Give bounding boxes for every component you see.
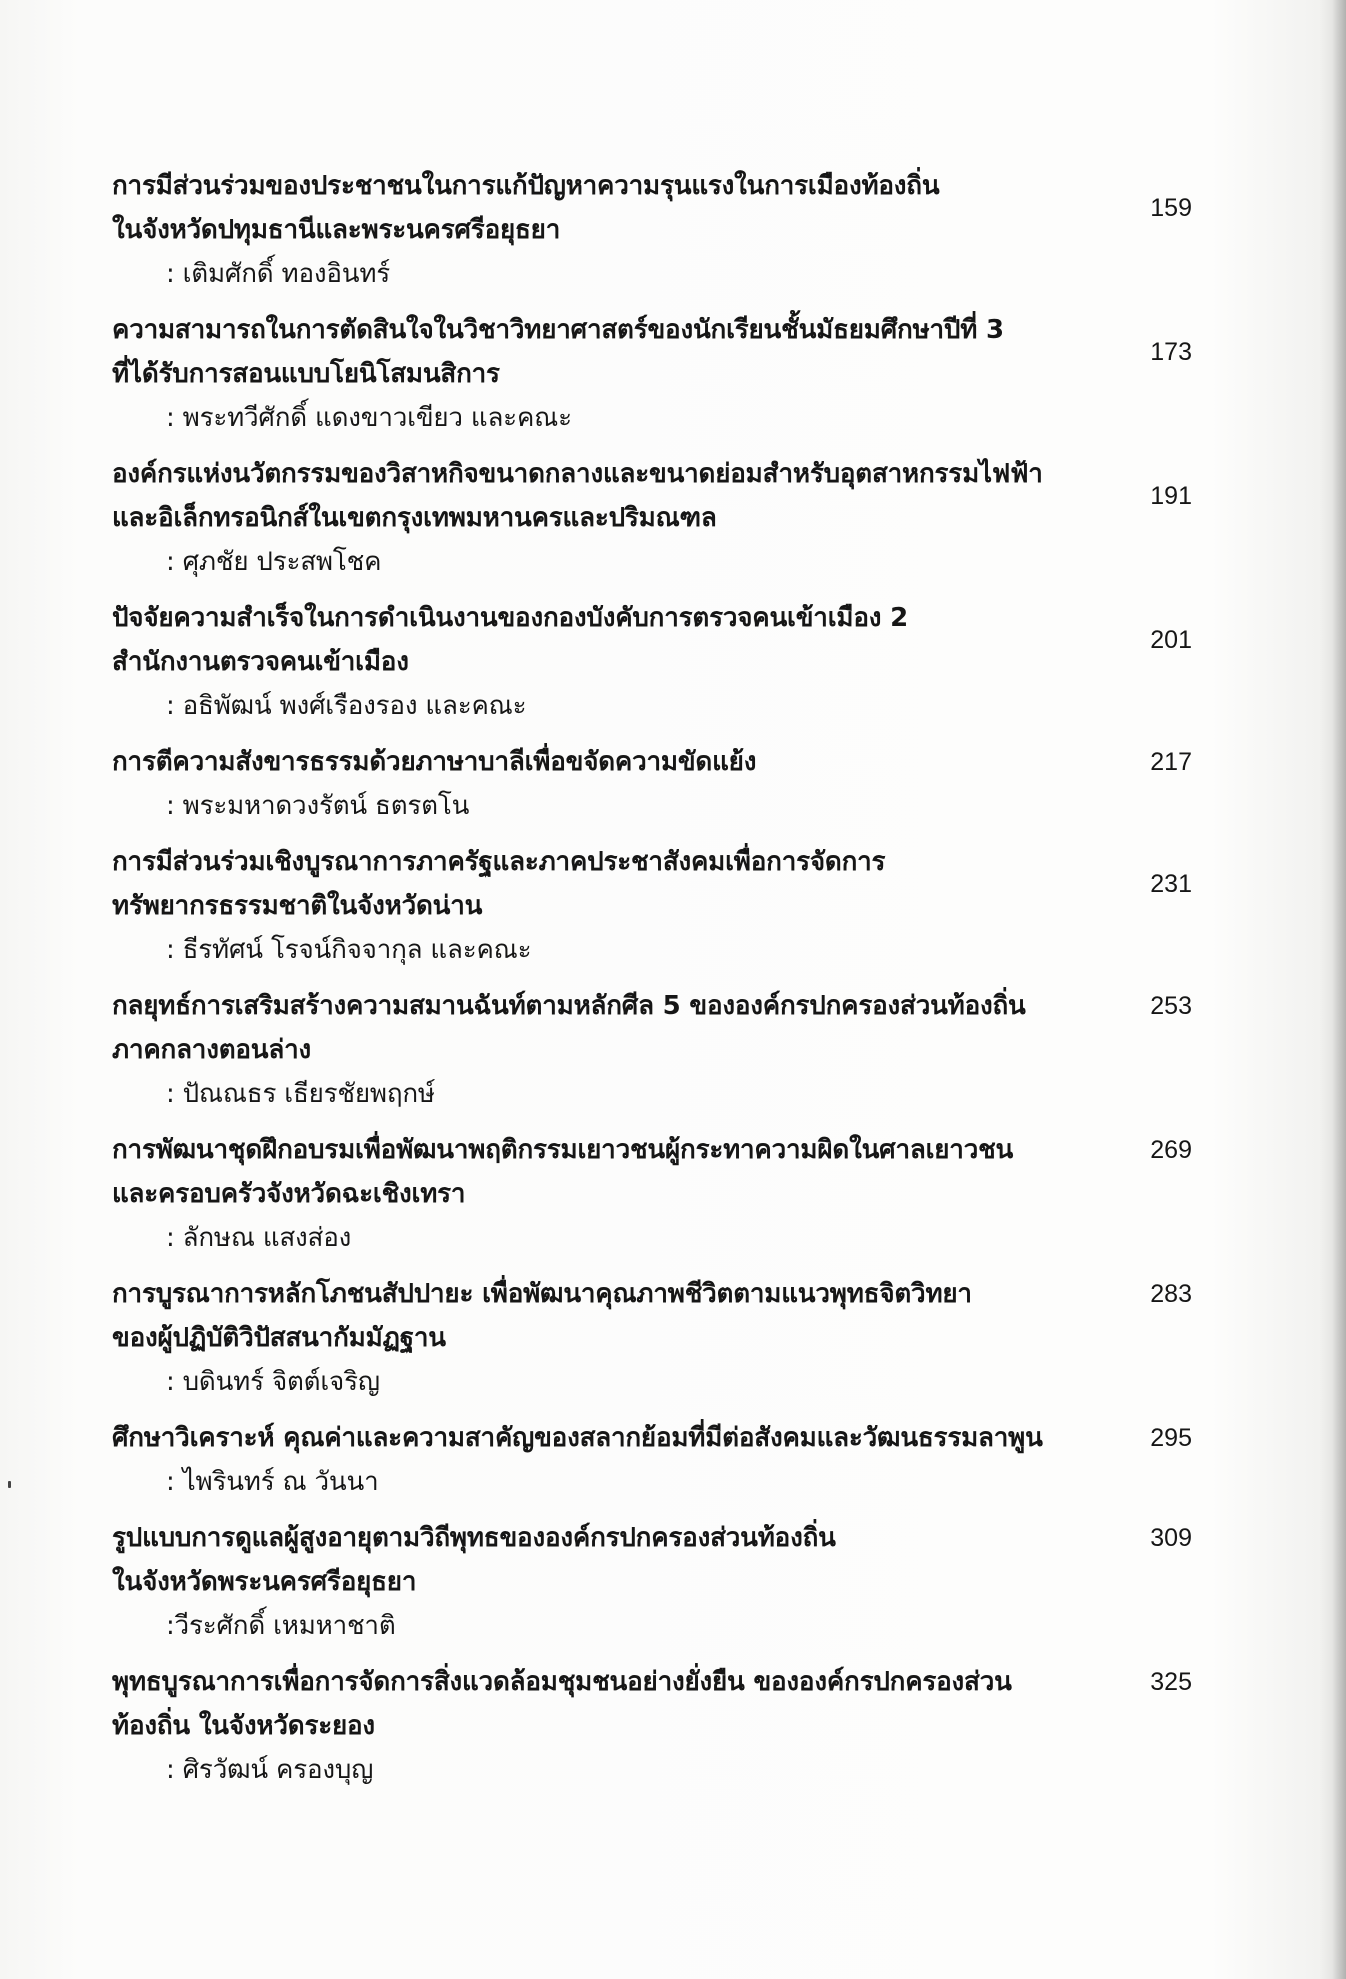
toc-entry: [112, 164, 1192, 296]
entry-title-line: การบูรณาการหลักโภชนสัปปายะ เพื่อพัฒนาคุณภาพชีวิตตามแนวพุทธจิตวิทยา: [112, 1279, 972, 1309]
entry-page-number: 269: [1150, 1136, 1192, 1164]
toc-entry: [112, 1516, 1192, 1648]
entry-title-line: ในจังหวัดพระนครศรีอยุธยา: [112, 1567, 417, 1597]
entry-title-line: พุทธบูรณาการเพื่อการจัดการสิ่งแวดล้อมชุมชนอย่างยั่งยืน ขององค์กรปกครองส่วน: [112, 1667, 1012, 1697]
entry-page-number: 173: [1150, 338, 1192, 366]
entry-page-number: 253: [1150, 992, 1192, 1020]
entry-title-line: กลยุทธ์การเสริมสร้างความสมานฉันท์ตามหลักศีล 5 ขององค์กรปกครองส่วนท้องถิ่น: [112, 991, 1026, 1021]
entry-author: : ปัณณธร เธียรชัยพฤกษ์: [166, 1079, 435, 1109]
entry-page-number: 295: [1150, 1424, 1192, 1452]
entry-page-number: 283: [1150, 1280, 1192, 1308]
entry-title-line: การมีส่วนร่วมของประชาชนในการแก้ปัญหาความรุนแรงในการเมืองท้องถิ่น: [112, 171, 940, 201]
entry-author: : ไพรินทร์ ณ วันนา: [166, 1467, 379, 1497]
entry-page-number: 217: [1150, 748, 1192, 776]
entry-title-line: ศึกษาวิเคราะห์ คุณค่าและความสาคัญของสลากย้อมที่มีต่อสังคมและวัฒนธรรมลาพูน: [112, 1423, 1043, 1453]
entry-title-line: ที่ได้รับการสอนแบบโยนิโสมนสิการ: [112, 359, 500, 389]
entry-author: : ศุภชัย ประสพโชค: [166, 547, 382, 577]
page-edge-shadow: [1332, 0, 1346, 1979]
entry-title-line: ความสามารถในการตัดสินใจในวิชาวิทยาศาสตร์ของนักเรียนชั้นมัธยมศึกษาปีที่ 3: [112, 315, 1004, 345]
entry-title-line: ของผู้ปฏิบัติวิปัสสนากัมมัฏฐาน: [112, 1323, 446, 1353]
entry-title-line: และครอบครัวจังหวัดฉะเชิงเทรา: [112, 1179, 466, 1209]
entry-title-line: การมีส่วนร่วมเชิงบูรณาการภาครัฐและภาคประชาสังคมเพื่อการจัดการ: [112, 847, 886, 877]
entry-title-line: องค์กรแห่งนวัตกรรมของวิสาหกิจขนาดกลางและขนาดย่อมสำหรับอุตสาหกรรมไฟฟ้า: [112, 459, 1043, 489]
entry-author: : เติมศักดิ์ ทองอินทร์: [166, 259, 391, 289]
entry-page-number: 159: [1150, 194, 1192, 222]
entry-title-line: การพัฒนาชุดฝึกอบรมเพื่อพัฒนาพฤติกรรมเยาวชนผู้กระทาความผิดในศาลเยาวชน: [112, 1135, 1014, 1165]
entry-page-number: 201: [1150, 626, 1192, 654]
entry-page-number: 309: [1150, 1524, 1192, 1552]
toc-entry: [112, 1660, 1192, 1792]
entry-title-line: ทรัพยากรธรรมชาติในจังหวัดน่าน: [112, 891, 483, 921]
toc-entry: [112, 308, 1192, 440]
stray-mark: [8, 1481, 11, 1488]
entry-title-line: ท้องถิ่น ในจังหวัดระยอง: [112, 1711, 375, 1741]
entry-author: : อธิพัฒน์ พงศ์เรืองรอง และคณะ: [166, 691, 527, 721]
entry-author: : ลักษณ แสงส่อง: [166, 1223, 352, 1253]
entry-title-line: และอิเล็กทรอนิกส์ในเขตกรุงเทพมหานครและปริมณฑล: [112, 503, 717, 533]
toc-entry: [112, 740, 1192, 828]
entry-author: : บดินทร์ จิตต์เจริญ: [166, 1367, 380, 1397]
entry-author: : พระทวีศักดิ์ แดงขาวเขียว และคณะ: [166, 403, 572, 433]
entry-page-number: 191: [1150, 482, 1192, 510]
entry-author: : พระมหาดวงรัตน์ ธตรตโน: [166, 791, 470, 821]
entry-title-line: ภาคกลางตอนล่าง: [112, 1035, 312, 1065]
toc-entry: [112, 1128, 1192, 1260]
toc-entry: [112, 1272, 1192, 1404]
entry-author: : ธีรทัศน์ โรจน์กิจจากุล และคณะ: [166, 935, 532, 965]
toc-entry: [112, 984, 1192, 1116]
toc-entry: [112, 1416, 1192, 1504]
toc-entry: [112, 596, 1192, 728]
entry-title-line: ในจังหวัดปทุมธานีและพระนครศรีอยุธยา: [112, 215, 561, 245]
toc-entry: [112, 452, 1192, 584]
entry-author: :วีระศักดิ์ เหมหาชาติ: [166, 1611, 396, 1641]
table-of-contents: [112, 164, 1192, 1804]
entry-author: : ศิรวัฒน์ ครองบุญ: [166, 1755, 374, 1785]
toc-entry: [112, 840, 1192, 972]
entry-title-line: รูปแบบการดูแลผู้สูงอายุตามวิถีพุทธขององค์กรปกครองส่วนท้องถิ่น: [112, 1523, 836, 1553]
entry-page-number: 231: [1150, 870, 1192, 898]
entry-title-line: ปัจจัยความสำเร็จในการดำเนินงานของกองบังคับการตรวจคนเข้าเมือง 2: [112, 603, 908, 633]
entry-title-line: สำนักงานตรวจคนเข้าเมือง: [112, 647, 409, 677]
entry-title-line: การตีความสังขารธรรมด้วยภาษาบาลีเพื่อขจัดความขัดแย้ง: [112, 747, 757, 777]
entry-page-number: 325: [1150, 1668, 1192, 1696]
